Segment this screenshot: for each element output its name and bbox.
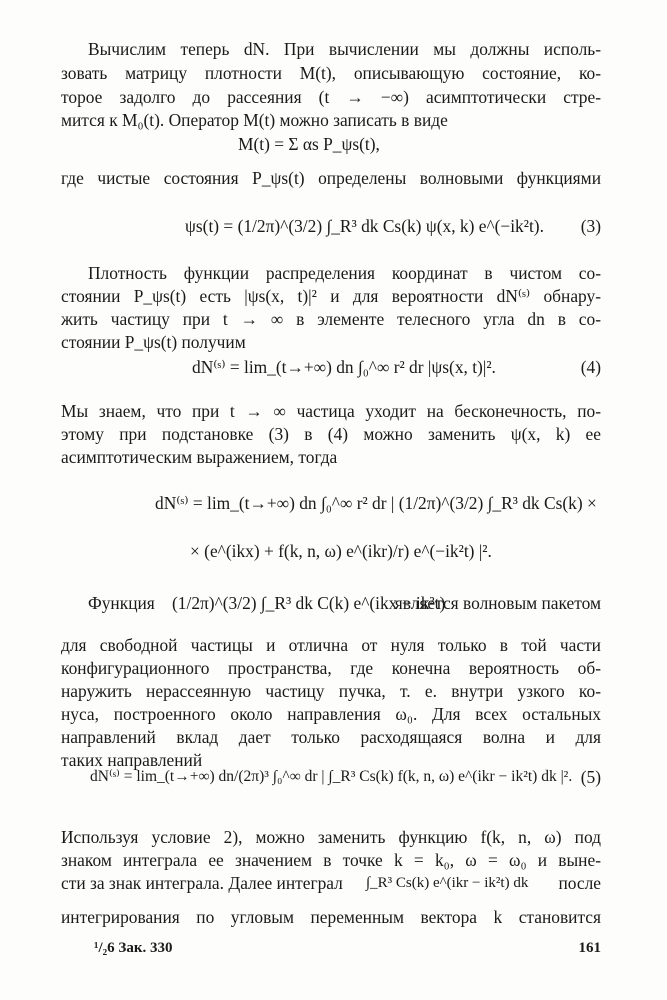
text-line: направлений вклад дает только расходящаяся волна и для bbox=[61, 727, 601, 747]
text-line: сти за знак интеграла. Далее интеграл bbox=[61, 873, 343, 893]
text-line: наружить нерассеянную частицу пучка, т. е. внутри узкого ко- bbox=[61, 681, 601, 701]
equation-5: dN⁽ˢ⁾ = lim_(t→+∞) dn/(2π)³ ∫₀^∞ dr | ∫_R³ Cs(k) f(k, n, ω) e^(ikr − ik²t) dk |². bbox=[90, 768, 573, 785]
text-line: интегрирования по угловым переменным вектора k становится bbox=[61, 907, 601, 927]
text-line: Плотность функции распределения координат в чистом со- bbox=[88, 263, 601, 283]
text-line: Функция bbox=[88, 593, 155, 613]
text-line: знаком интеграла ее значением в точке k = k₀, ω = ω₀ и выне- bbox=[61, 850, 601, 870]
text-line: Вычислим теперь dN. При вычислении мы должны исполь- bbox=[88, 39, 601, 59]
page-number: 161 bbox=[578, 940, 601, 956]
equation-number-4: (4) bbox=[580, 357, 601, 377]
text-line: асимптотическим выражением, тогда bbox=[61, 447, 338, 467]
equation-asymptotic-line-2: × (e^(ikx) + f(k, n, ω) e^(ikr)/r) e^(−ik²t) |². bbox=[190, 541, 492, 561]
text-line: стоянии P_ψs(t) получим bbox=[61, 332, 246, 352]
text-line: мится к M₀(t). Оператор M(t) можно записать в виде bbox=[61, 110, 448, 130]
equation-wave-packet: (1/2π)^(3/2) ∫_R³ dk C(k) e^(ikx − ik²t) bbox=[172, 593, 446, 613]
text-line: жить частицу при t → ∞ в элементе телесного угла dn в со- bbox=[61, 309, 601, 329]
text-line: является волновым пакетом bbox=[394, 593, 601, 613]
equation-asymptotic-line-1: dN⁽ˢ⁾ = lim_(t→+∞) dn ∫₀^∞ r² dr | (1/2π)^(3/2) ∫_R³ dk Cs(k) × bbox=[155, 493, 597, 513]
equation-4: dN⁽ˢ⁾ = lim_(t→+∞) dn ∫₀^∞ r² dr |ψs(x, t)|². bbox=[192, 357, 496, 377]
printer-signature: ¹/₂6 Зак. 330 bbox=[94, 940, 173, 956]
equation-number-3: (3) bbox=[580, 216, 601, 236]
text-line: нуса, построенного около направления ω₀. Для всех остальных bbox=[61, 704, 601, 724]
text-line: торое задолго до рассеяния (t → −∞) асимптотически стре- bbox=[61, 87, 601, 107]
text-line: таких направлений bbox=[61, 750, 203, 770]
equation-3: ψs(t) = (1/2π)^(3/2) ∫_R³ dk Cs(k) ψ(x, k) e^(−ik²t). bbox=[185, 216, 544, 236]
text-line: для свободной частицы и отлична от нуля только в той части bbox=[61, 635, 601, 655]
text-line: зовать матрицу плотности M(t), описывающую состояние, ко- bbox=[61, 63, 601, 83]
equation-m: M(t) = Σ αs P_ψs(t), bbox=[238, 134, 380, 154]
text-line: этому при подстановке (3) в (4) можно заменить ψ(x, k) ее bbox=[61, 424, 601, 444]
text-line: конфигурационного пространства, где конечна вероятность об- bbox=[61, 658, 601, 678]
text-line: Используя условие 2), можно заменить функцию f(k, n, ω) под bbox=[61, 827, 601, 847]
equation-inline-integral: ∫_R³ Cs(k) e^(ikr − ik²t) dk bbox=[366, 875, 529, 891]
equation-number-5: (5) bbox=[580, 767, 601, 787]
text-line: после bbox=[558, 873, 601, 893]
text-line: Мы знаем, что при t → ∞ частица уходит на бесконечность, по- bbox=[61, 401, 601, 421]
text-line: стоянии P_ψs(t) есть |ψs(x, t)|² и для вероятности dN⁽ˢ⁾ обнару- bbox=[61, 286, 601, 306]
text-line: где чистые состояния P_ψs(t) определены волновыми функциями bbox=[61, 168, 601, 188]
